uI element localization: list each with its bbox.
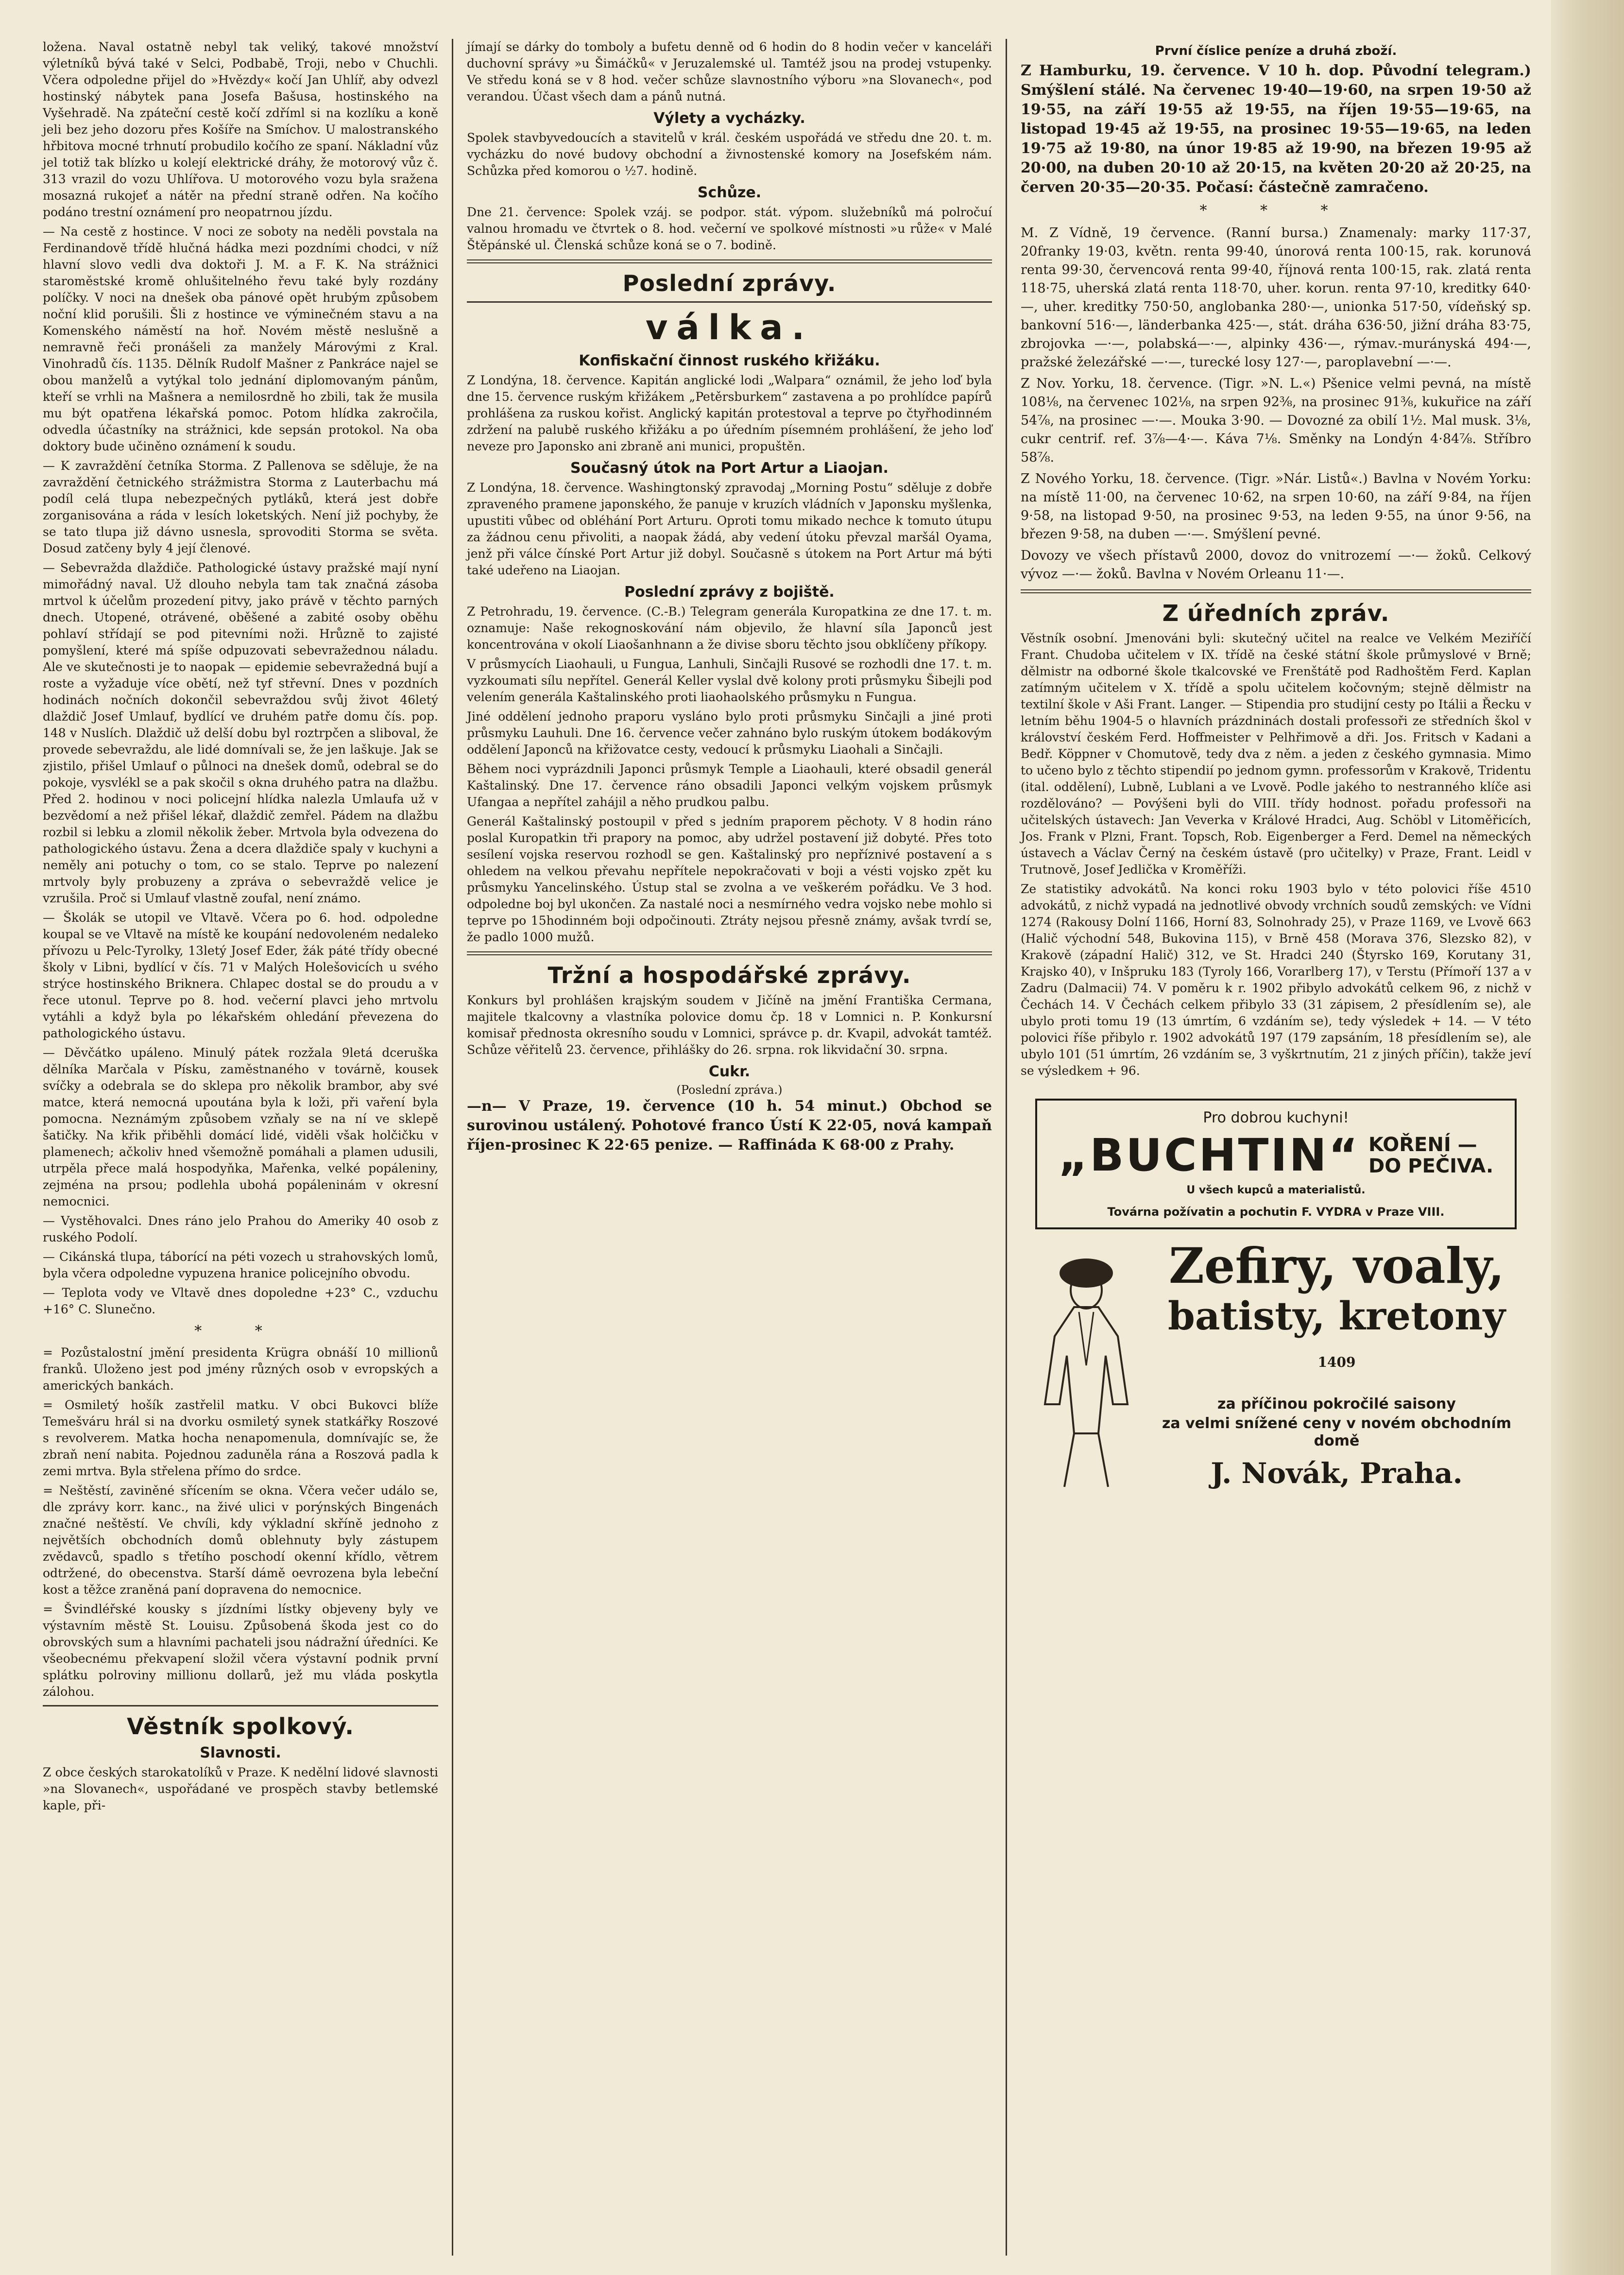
market-reports <box>1021 61 1531 584</box>
article-text: — Děvčátko upáleno. Minulý pátek rozžala 9letá dceruška dělníka Marčala v Písku, zaměstnaného v továrně, kousek svíčky a odebrala se do sklepa pro několik brambor, aby své matce, která nemocná upoutána byla k loži, při vaření byla pomocna. Neznámým způsobem vzňaly se na ní ve sklepě šatičky. Na křik přiběhli domácí lidé, viděli však holčičku v plamenech; ačkoliv hned všemožně pomáhali a plamen udusili, utrpěla přece malá hospodyňka, Mařenka, velké popáleniny, zejména na prsou; podlehla ubohá popáleninám v okresní nemocnici. <box>43 1046 438 1208</box>
article-text: —n— V Praze, 19. července (10 h. 54 minut.) Obchod se surovinou ustálený. Pohotové franco Ústí K 22·05, nová kampaň říjen-prosinec K 22·65 penize. — Raffináda K 68·00 z Prahy. <box>467 1098 992 1154</box>
divider <box>467 951 992 955</box>
ad-maker: Továrna požívatin a pochutin F. VYDRA v Praze VIII. <box>1107 1205 1445 1219</box>
section-heading: Tržní a hospodářské zprávy. <box>547 962 911 988</box>
divider <box>467 259 992 263</box>
article-heading: Poslední zprávy z bojiště. <box>624 584 835 601</box>
subsection-heading: Cukr. <box>708 1063 751 1080</box>
ad-brand: „BUCHTIN“ <box>1058 1129 1360 1181</box>
subsection-subtitle: (Poslední zpráva.) <box>676 1083 783 1097</box>
market-newyork-cotton: Z Nového Yorku, 18. července. (Tigr. »Nár. Listů«.) Bavlna v Novém Yorku: na místě 11·00, na červenec 10·62, na srpen 10·60, na září 9·84, na říjen 9·58, na listopad 9·50, na prosinec 9·53, na leden 9·55, na únor 9·56, na březen 9·58, na duben —·—. Smýšlení pevné. <box>1021 471 1531 542</box>
buchtin-advertisement <box>1035 1099 1517 1229</box>
ad-subtext: U všech kupců a materialistů. <box>1186 1184 1366 1196</box>
article-text: = Pozůstalostní jmění presidenta Krügra obnáší 10 millionů franků. Uloženo jest pod jmény různých osob v evropských a amerických bankách. <box>43 1345 438 1393</box>
subsection-heading: Slavnosti. <box>200 1744 281 1761</box>
subsection-heading: Výlety a vycházky. <box>653 110 805 127</box>
ad-text: za velmi snížené ceny v novém obchodním domě <box>1162 1415 1512 1449</box>
ad-number: 1409 <box>1317 1354 1356 1370</box>
article-text: — Sebevražda dlaždiče. Pathologické ústavy pražské mají nyní mimořádný naval. Už dlouho nebyla tam tak značná zásoba mrtvol k účelům prozedení pitvy, jako právě v těchto parných dnech. Utopené, otrávené, oběšené a zabité osoby oběhu pohlaví střídají se pod pitevními noži. Hrůzně to zajisté pomyšlení, které má spíše odpuzovati sebevražednou náladu. Ale ve skutečnosti je to naopak — epidemie sebevražedná bují a roste a vyžaduje více obětí, než tyf střevní. Dnes v pozdních hodinách nočních dokončil sebevraždou svůj život 46letý dlaždič Josef Umlauf, bydlící ve druhém patře domu čís. pop. 148 v Nuslích. Dlaždič už delší dobu byl roztrpčen a sliboval, že provede sebevraždu, ale lidé domnívali se, že jen laškuje. Jak se zjistilo, přišel Umlauf o půlnoci na dnešek domů, odebral se do pokoje, vysvlékl se a pak skočil s okna druhého patra na dlažbu. Před 2. hodinou v noci policejní hlídka nalezla Umlaufa už v bezvědomí a než přišel lékař, dlaždič zemřel. Pádem na dlažbu rozbil si lebku a zlomil několik žeber. Mrtvola byla odvezena do pathologického ústavu. Žena a dcera dlaždiče spaly v kuchyni a neměly ani potuchy o tom, co se stalo. Teprve po nalezení mrtvoly byly probuzeny a zpráva o sebevraždě velice je vzrušila. Proč si Umlauf vlastně zoufal, není známo. <box>43 561 438 905</box>
article-heading: Současný útok na Port Artur a Liaojan. <box>570 460 889 477</box>
ad-side-text: KOŘENÍ — <box>1368 1133 1477 1156</box>
ad-tagline: Pro dobrou kuchyni! <box>1203 1109 1349 1126</box>
article-text: Během noci vyprázdnili Japonci průsmyk Temple a Liaohauli, které obsadil generál Kaštalinský. Dne 17. července ráno obsadili Japonci velkým vojskem průsmyk Ufangaa a nepřítel zahájil a něho prudkou palbu. <box>467 762 992 809</box>
article-text: ložena. Naval ostatně nebyl tak veliký, takové množství výletníků bývá také v Selci, Podbabě, Troji, nebo v Chuchli. Včera odpoledne přijel do »Hvězdy« kočí Jan Uhlíř, aby odvezl hostinský nábytek pana Josefa Bašusa, hostinského na Vyšehradě. Na zpáteční cestě kočí zdříml si na kozlíku a koně jeli bez jeho dozoru přes Košíře na Smíchov. U malostranského hřbitova mocné trhnutí probudilo kočího ze spaní. Nákladní vůz jel totiž tak blízko u kolejí elektrické dráhy, že motorový vůz č. 313 vrazil do vozu Uhlířova. U motorového vozu byla sražena mosazná rukojeť a nátěr na přední straně odřen. Na kočího podáno trestní oznámení pro neopatrnou jízdu. <box>43 40 438 219</box>
article-text: Věstník osobní. Jmenováni byli: skutečný učitel na realce ve Velkém Meziříčí Frant. Chudoba učitelem v IX. třídě na české státní škole průmyslové v Brně; dělmistr na odborné škole tkalcovské ve Frenštátě pod Radhoštěm Ferd. Kaplan zatímným učitelem v X. třídě a spolu učitelem kočovným; stejně dělmistr na textilní škole v Aši Frant. Langer. — Stipendia pro studijní cesty po Itálii a Řecku v letním běhu 1904-5 o hlavních prázdninách dostali professoři ze středních škol v království českém Ferd. Hoffmeister v Pelhřimově a dři. Jos. Fritsch v Kadani a Bedř. Köppner v Chomutově, tedy dva z něm. a jeden z českého gymnasia. Mimo to učeno bylo z těchto stipendií po jednom gymn. professorům v Krakově, Tridentu (ital. oddělení), Lubně, Lublani a ve Lvově. Podle jakého to nestranného klíče asi rozdělováno? — Povýšeni byli do VIII. třídy hodnost. pořadu professoři na učitelských ústavech: Jan Veverka v Králové Hradci, Aug. Schöbl v Litoměřicích, Jos. Frank v Plzni, Frant. Topsch, Rob. Eigenberger a Ferd. Demel na německých ústavech a Václav Černý na českém ústavě (pro učitelky) v Praze, Frant. Leidl v Trutnově, Josef Jedlička v Kroměříži. <box>1021 631 1531 877</box>
market-imports: Dovozy ve všech přístavů 2000, dovoz do vnitrozemí —·— žoků. Celkový vývoz —·— žoků. Bavlna v Novém Orleanu 11·—. <box>1021 548 1531 582</box>
article-text: Spolek stavbyvedoucích a stavitelů v král. českém uspořádá ve středu dne 20. t. m. vycházku do nové budovy obchodní a živnostenské komory na Josefském nám. Schůzka před komorou o ½7. hodině. <box>467 131 992 178</box>
market-hamburg: Z Hamburku, 19. července. V 10 h. dop. Původní telegram.) Smýšlení stálé. Na červenec 19·40—19·60, na srpen 19·50 až 19·55, na září 19·55 až 19·55, na říjen 19·55—19·65, na listopad 19·45 až 19·55, na prosinec 19·55—19·65, na leden 19·75 až 19·80, na únor 19·85 až 19·90, na březen 19·95 až 20·00, na duben 20·10 až 20·15, na květen 20·20 až 20·25, na červen 20·35—20·35. Počasí: částečně zamračeno. <box>1021 62 1531 196</box>
article-text: — Školák se utopil ve Vltavě. Včera po 6. hod. odpoledne koupal se ve Vltavě na místě ke koupání nedovoleném nedaleko přívozu u Pelc-Tyrolky, 13letý Josef Eder, žák páté třídy obecné školy v Libni, bydlící v čís. 71 v Malých Holešovicích u svého strýce hostinského Briknera. Chlapec dostal se do proudu a v řece utonul. Teprve po 8. hod. večerní plavci jeho mrtvolu vytáhli a když byla po lékařském ohledání převezena do pathologického ústavu. <box>43 911 438 1040</box>
lady-illustration <box>1026 1239 1147 1492</box>
market-newyork: Z Nov. Yorku, 18. července. (Tigr. »N. L.«) Pšenice velmi pevná, na místě 108⅛, na červenec 102⅛, na srpen 92⅜, na prosinec 91⅜, kukuřice na září 54⅞, na prosinec —·—. Mouka 3·90. — Dovozné za obilí 1½. Mal musk. 3⅛, cukr centrif. ref. 3⅞—4·—. Káva 7⅛. Směnky na Londýn 4·84⅞. Stříbro 58⅞. <box>1021 376 1531 465</box>
divider <box>467 301 992 303</box>
divider <box>1021 589 1531 593</box>
section-heading: Z úředních zpráv. <box>1162 600 1390 626</box>
article-text: — Na cestě z hostince. V noci ze soboty na neděli povstala na Ferdinandově třídě hlučná hádka mezi pozdními chodci, v níž hlavní slovo vedli dva doktoři J. M. a F. K. Na strážnici staroměstské kromě ohlušitelného řevu také byly rozdány políčky. V noci na dnešek oba pánové opět hrubým způsobem noční klid porušili. Šli z hostince ve výminečném stavu a na Komenského náměstí na hoř. Novém městě neslušně a nemravně řeči pronášeli za manžely Márovými z Kral. Vinohradů čís. 1135. Dělník Rudolf Mašner z Pankráce najel se obou manželů a vytýkal tolo jednání diplomovaným pánům, kteří se vrhli na Mašnera a nemilosrdně ho zbili, tak že musila mu být opatřena lékařská pomoc. Potom hlídka zakročila, odvedla účastníky na strážnici, kde sepsán protokol. Na oba doktory bude učiněno oznámení k soudu. <box>43 224 438 453</box>
article-text: — Teplota vody ve Vltavě dnes dopoledne +23° C., vzduchu +16° C. Slunečno. <box>43 1286 438 1316</box>
article-text: — Cikánská tlupa, táborící na péti vozech u strahovských lomů, byla včera odpoledne vypuzena hranice policejního obvodu. <box>43 1250 438 1280</box>
article-text: Z Londýna, 18. července. Washingtonský zpravodaj „Morning Postu“ sděluje z dobře zpraveného pramene japonského, že panuje v kruzích vládních v Japonsku myšlenka, upustiti vůbec od obléhání Port Arturu. Oproti tomu mikado nechce k tomuto útupu za žádnou cenu přivoliti, a naopak žádá, aby vedení útoku převzal maršál Oyama, jenž při válce čínské Port Artur již dobyl. Současně s útokem na Port Artur má býti také udeřeno na Liaojan. <box>467 481 992 577</box>
section-divider-stars: * * <box>194 1323 287 1340</box>
article-text: jímají se dárky do tomboly a bufetu denně od 6 hodin do 8 hodin večer v kanceláři duchovní správy »u Šimáčků« v Jeruzalemské ul. Tamtéž jsou na prodej vstupenky. Ve středu koná se v 8 hod. večer schůze slavnostního výboru »na Slovanech«, pod verandou. Účast všech dam a pánů nutná. <box>467 40 992 103</box>
column-middle <box>452 39 1006 2256</box>
article-text: Z Petrohradu, 19. července. (C.-B.) Telegram generála Kuropatkina ze dne 17. t. m. oznamuje: Naše rekognoskování nám objevilo, že hlavní síla Japonců jest koncentrována v okolí Liaošanhnann a že divise sboru těchto jsou obklíčeny příkopy. <box>467 604 992 652</box>
column-left <box>29 39 452 2256</box>
article-text: Ze statistiky advokátů. Na konci roku 1903 bylo v této polovici říše 4510 advokátů, z nichž vypadá na jednotlivé obvody vrchních soudů zemských: ve Vídni 1274 (Rakousy Dolní 1166, Horní 83, Solnohrady 25), v Praze 1169, ve Lvově 663 (Halič východní 548, Bukovina 115), v Brně 458 (Morava 376, Slezsko 82), v Krakově (západní Halič) 312, ve St. Hradci 240 (Štyrsko 169, Korutany 31, Krajsko 40), v Inšpruku 183 (Tyroly 166, Vorarlberg 17), v Terstu (Přímoří 137 a v Zadru (Dalmacii) 74. V poměru k r. 1902 přibylo advokátů celkem 96, z nichž v Čechách 14. V Čechách celkem přibylo 33 (31 zápisem, 2 přesídlením se), ale ubylo proti tomu 19 (13 úmrtím, 6 vzdáním se), tedy výsledek + 14. — V této polovici říše přibylo r. 1902 advokátů 197 (179 zapsáním, 18 přesídlením se), ale ubylo 101 (51 úmrtím, 26 vzdáním se, 3 vyškrtnutím, 21 z jiných příčin), takže jeví se výsledkem + 96. <box>1021 882 1531 1078</box>
divider <box>43 1705 438 1706</box>
ad-text: za příčinou pokročilé saisony <box>1217 1396 1456 1413</box>
article-heading: Konfiskační činnost ruského křižáku. <box>579 352 880 369</box>
article-text: Jiné oddělení jednoho praporu vysláno bylo proti průsmyku Sinčajli a jiné proti průsmyku Lauhuli. Dne 16. července večer zahnáno bylo ruským útokem bodákovým oddělení Japonců na křižovatce cesty, vedoucí k průsmyku Liaohali a Sinčajli. <box>467 709 992 757</box>
article-text: = Švindléřské kousky s jízdními lístky objeveny byly ve výstavním městě St. Louisu. Způsobená škoda jest co do obrovských sum a hlavními pachateli jsou nádražní úředníci. Ke všeobecnému překvapení složil včera výstavní podnik první splátku polroviny millionu dollarů, jež mu vláda poskytla zálohou. <box>43 1602 438 1699</box>
column-right <box>1006 39 1545 2256</box>
article-text: Dne 21. července: Spolek vzáj. se podpor. stát. výpom. služebníků má polročuí valnou hromadu ve čtvrtek o 8. hod. večerní ve spolkové místnosti »u růže« v Malé Štěpánské ul. Členská schůze koná se o 7. bodině. <box>467 205 992 252</box>
article-text: Generál Kaštalinský postoupil v před s jedním praporem pěchoty. V 8 hodin ráno poslal Kuropatkin tři prapory na pomoc, aby udržel postavení již dobyté. Přes toto sesílení vojska reservou rozhodl se gen. Kaštalinský pro nepříznivé postavení a s ohledem na velkou převahu nepřítele nepokračovati v boji a vésti vojsko zpět ku průsmyku Yancelinského. Ústup stal se zvolna a ve veškerém pořádku. Ve 3 hod. odpoledne boj byl ukončen. Za nastalé noci a nesmírného vedra vojsko nebe mohlo si teprve po 15hodinném boji odpočinouti. Ztráty nejsou přesně známy, avšak tvrdí se, že padlo 1000 mužů. <box>467 814 992 944</box>
ad-headline: batisty, kretony <box>1167 1293 1506 1339</box>
ad-headline: Zefiry, voaly, <box>1168 1237 1505 1294</box>
war-heading: válka. <box>645 308 814 347</box>
article-text: = Osmiletý hošík zastřelil matku. V obci Bukovci blíže Temešváru hrál si na dvorku osmiletý synek statkářky Roszové s revolverem. Matka hocha nenapomenula, domnívajíc se, že zbraň není nabita. Pojednou zaduněla rána a Roszová padla k zemi mrtva. Byla střelena přímo do srdce. <box>43 1398 438 1478</box>
section-divider-stars: * * * <box>1199 202 1352 219</box>
novak-advertisement <box>1026 1239 1526 1492</box>
article-text: — Vystěhovalci. Dnes ráno jelo Prahou do Ameriky 40 osob z ruského Podolí. <box>43 1214 438 1244</box>
article-text: Z Londýna, 18. července. Kapitán anglické lodi „Walpara“ oznámil, že jeho loď byla dne 15. července ruským křižákem „Petěrsburkem“ zastavena a po prohlídce papírů prohlášena za ruskou kořist. Anglický kapitán protestoval a teprve po čtyřhodinném zdržení na palubě ruského křižáku a po úředním písemném prohlášení, že jeho loď neveze pro Japonsko ani zbraně ani munici, propuštěn. <box>467 373 992 453</box>
ad-side-text: DO PEČIVA. <box>1368 1155 1494 1177</box>
ad-merchant: J. Novák, Praha. <box>1211 1457 1463 1490</box>
article-text: Konkurs byl prohlášen krajským soudem v Jičíně na jmění Františka Cermana, majitele tkalcovny a vlastníka polovice domu čp. 18 v Lomnici n. P. Konkursní komisař přednosta okresního soudu v Lomnici, správce p. dr. Kvapil, advokát tamtéž. Schůze věřitelů 23. července, přihlášky do 26. srpna. rok likvidační 30. srpna. <box>467 993 992 1057</box>
article-text: Z obce českých starokatolíků v Praze. K nedělní lidové slavnosti »na Slovanech«, uspořádané ve prospěch stavby betlemské kaple, při- <box>43 1765 438 1812</box>
section-heading: Poslední zprávy. <box>622 270 837 296</box>
subsection-heading: Schůze. <box>697 184 762 201</box>
market-header: První číslice peníze a druhá zboží. <box>1155 44 1397 58</box>
article-text: V průsmycích Liaohauli, u Fungua, Lanhuli, Sinčajli Rusové se rozhodli dne 17. t. m. vyzkoumati sílu nepřítel. Generál Keller vyslal dvě kolony proti průsmyku Šibejli pod velením generála Kaštalinského proti liaohaolského průsmyku n Fungua. <box>467 657 992 704</box>
section-heading: Věstník spolkový. <box>127 1713 354 1740</box>
market-vienna: M. Z Vídně, 19 července. (Ranní bursa.) Znamenaly: marky 117·37, 20franky 19·03, květn. renta 99·40, únorová renta 100·15, rak. korunová renta 99·30, červencová renta 99·40, říjnová renta 100·15, rak. zlatá renta 118·75, uherská zlatá renta 118·70, uher. korun. renta 97·10, kreditky 640·—, uher. kreditky 750·50, anglobanka 280·—, unionka 517·50, vídeňský sp. bankovní 516·—, länderbanka 425·—, stát. dráha 636·50, jižní dráha 83·75, zbrojovka —·—, polabská—·—, alpinky 436·—, rýmav.-murányská 494·—, pražské železářské —·—, turecké losy 127·—, paroplavební —·—. <box>1021 225 1531 370</box>
article-text: = Neštěstí, zaviněné sřícením se okna. Včera večer událo se, dle zprávy korr. kanc., na živé ulici v porýnských Bingenách značné neštěstí. Ve chvíli, kdy výkladní skříně jednoho z největších obchodních domů oblehnuty byly zástupem zvědavců, spadlo s třetího poschodí okenní křídlo, větrem odtržené, do obecenstva. Starší dámě oevrozena byla lebeční kost a těžce zraněná paní dopravena do nemocnice. <box>43 1483 438 1597</box>
article-text: — K zavraždění četníka Storma. Z Pallenova se sděluje, že na zavraždění četnického strážmistra Storma z Lauterbachu má podíl celá tlupa nebezpečných pytláků, která jest dobře zorganisována a ráda v lesích loketských. Není již pochyby, že se tato tlupa již dávno usnesla, sprovoditi Storma se světa. Dosud zatčeny byly 4 její členové. <box>43 459 438 555</box>
page-binding-edge <box>1551 0 1624 2275</box>
